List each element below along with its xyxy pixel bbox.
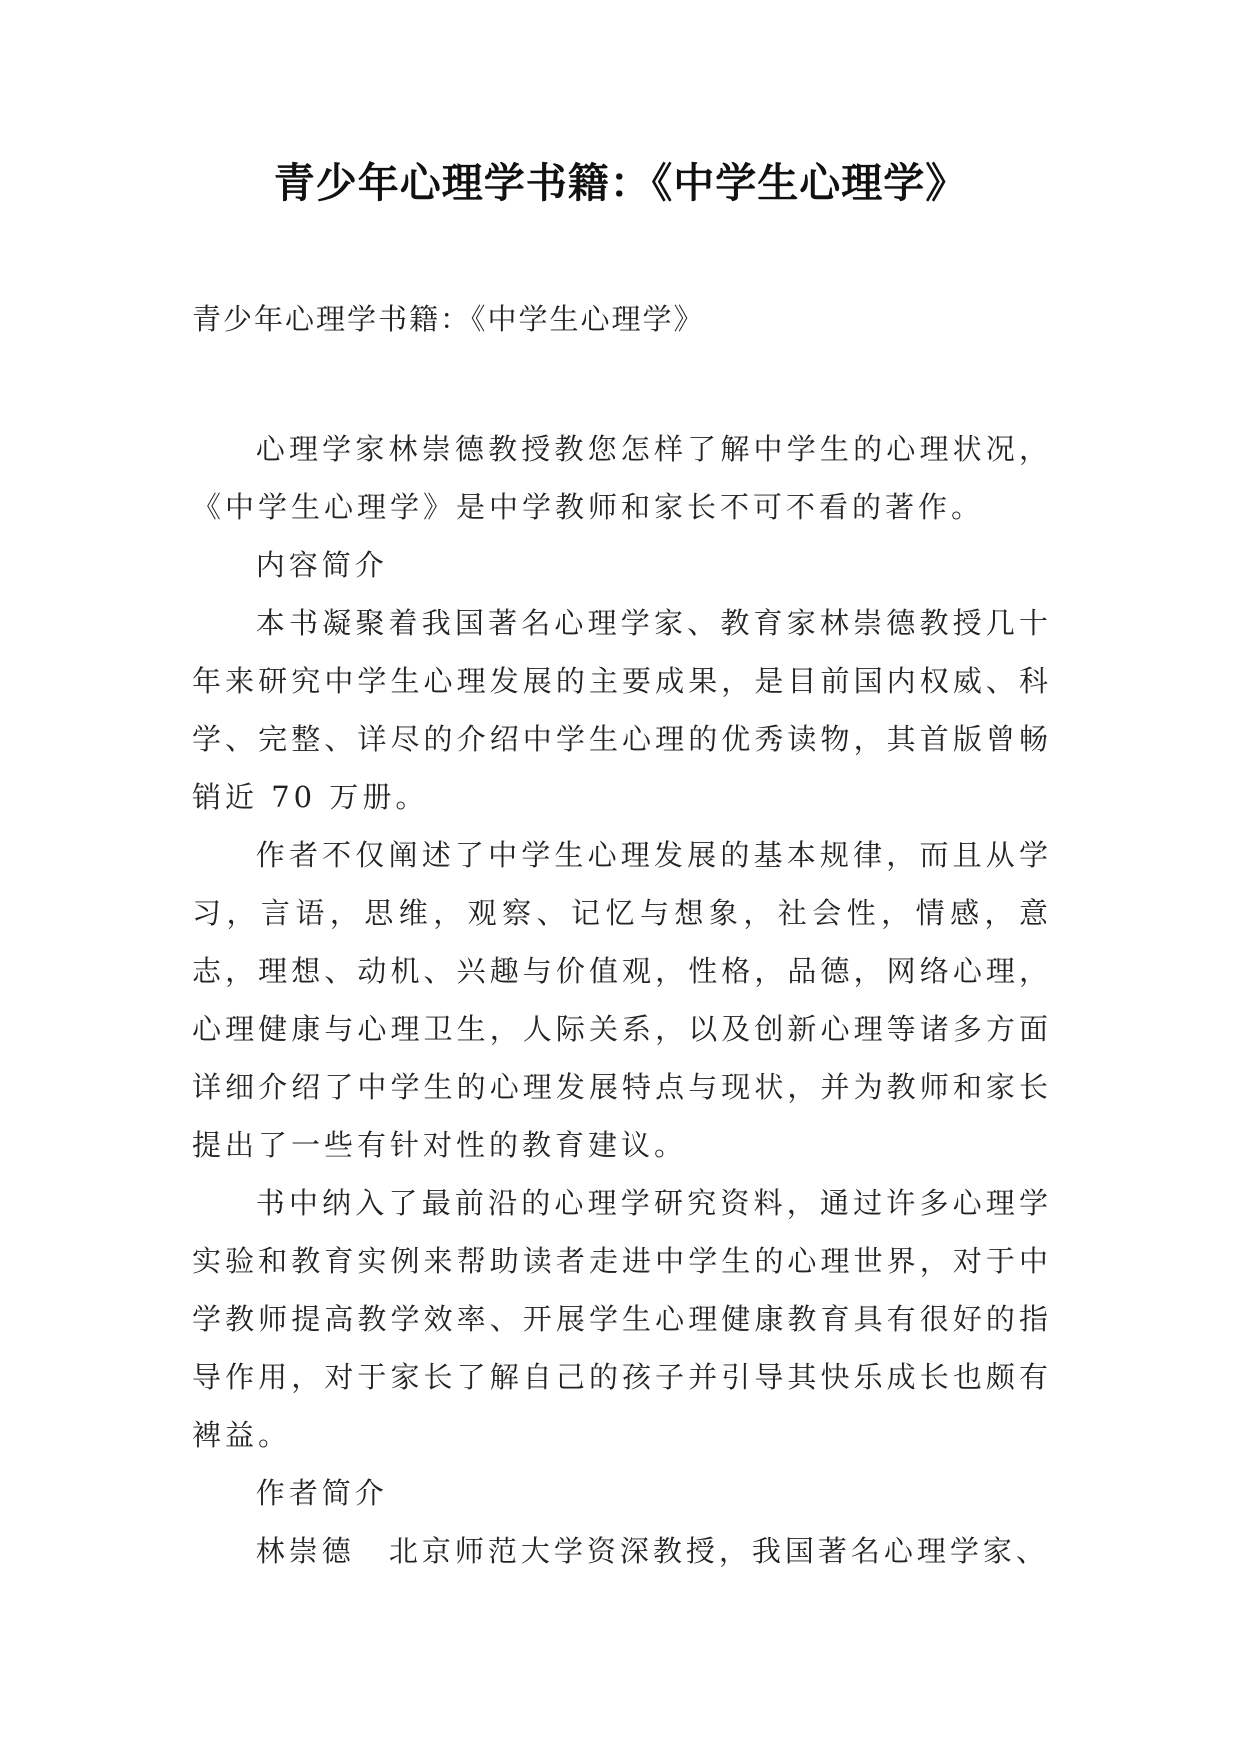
- section-heading-summary: 内容简介: [255, 548, 388, 582]
- document-subtitle: 青少年心理学书籍：《中学生心理学》: [192, 302, 705, 336]
- author-name: 林崇德: [255, 1534, 355, 1568]
- intro-paragraph: 心理学家林崇德教授教您怎样了解中学生的心理状况，《中学生心理学》是中学教师和家长不可不看的著作。: [192, 432, 1052, 524]
- author-line: [192, 1522, 1052, 1580]
- topics-paragraph: 作者不仅阐述了中学生心理发展的基本规律，而且从学习，言语，思维，观察、记忆与想象，社会性，情感，意志，理想、动机、兴趣与价值观，性格，品德，网络心理，心理健康与心理卫生，人际关系，以及创新心理等诸多方面详细介绍了中学生的心理发展特点与现状，并为教师和家长提出了一些有针对性的教育建议。: [192, 838, 1052, 1162]
- summary-paragraph: 本书凝聚着我国著名心理学家、教育家林崇德教授几十年来研究中学生心理发展的主要成果，是目前国内权威、科学、完整、详尽的介绍中学生心理的优秀读物，其首版曾畅销近 70 万册。: [192, 606, 1052, 814]
- author-description: 北京师范大学资深教授，我国著名心理学家、: [388, 1534, 1049, 1568]
- document-title: 青少年心理学书籍：《中学生心理学》: [273, 159, 968, 207]
- section-heading-author: 作者简介: [255, 1476, 388, 1510]
- value-paragraph: 书中纳入了最前沿的心理学研究资料，通过许多心理学实验和教育实例来帮助读者走进中学生的心理世界，对于中学教师提高教学效率、开展学生心理健康教育具有很好的指导作用，对于家长了解自己的孩子并引导其快乐成长也颇有裨益。: [192, 1186, 1052, 1452]
- document-body: [192, 290, 1052, 1580]
